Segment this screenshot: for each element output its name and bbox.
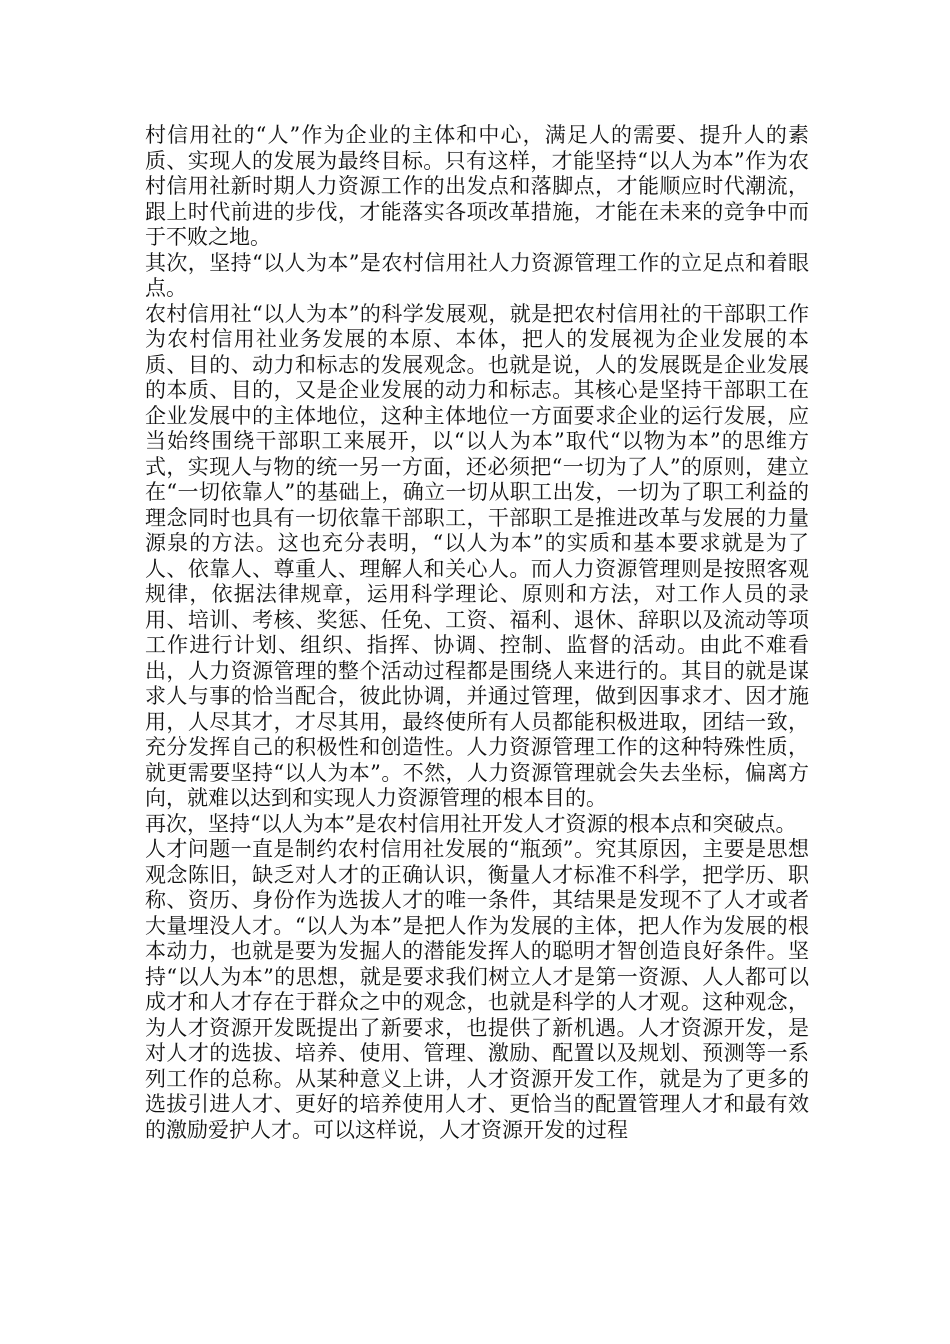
paragraph-second-point: 其次，坚持“以人为本”是农村信用社人力资源管理工作的立足点和着眼点。 bbox=[145, 250, 809, 300]
paragraph-continuation: 村信用社的“人”作为企业的主体和中心，满足人的需要、提升人的素质、实现人的发展为最终目标。只有这样，才能坚持“以人为本”作为农村信用社新时期人力资源工作的出发点和落脚点，才能顺应时代潮流，跟上时代前进的步伐，才能落实各项改革措施，才能在未来的竞争中而于不败之地。 bbox=[145, 123, 809, 249]
paragraph-hr-management: 农村信用社“以人为本”的科学发展观，就是把农村信用社的干部职工作为农村信用社业务发展的本原、本体，把人的发展视为企业发展的本质、目的、动力和标志的发展观念。也就是说，人的发展既是企业发展的本质、目的，又是企业发展的动力和标志。其核心是坚持干部职工在企业发展中的主体地位，这种主体地位一方面要求企业的运行发展，应当始终围绕干部职工来展开，以“以人为本”取代“以物为本”的思维方式，实现人与物的统一另一方面，还必须把“一切为了人”的原则，建立在“一切依靠人”的基础上，确立一切从职工出发，一切为了职工利益的理念同时也具有一切依靠干部职工，干部职工是推进改革与发展的力量源泉的方法。这也充分表明，“以人为本”的实质和基本要求就是为了人、依靠人、尊重人、理解人和关心人。而人力资源管理则是按照客观规律，依据法律规章，运用科学理论、原则和方法，对工作人员的录用、培训、考核、奖惩、任免、工资、福利、退休、辞职以及流动等项工作进行计划、组织、指挥、协调、控制、监督的活动。由此不难看出，人力资源管理的整个活动过程都是围绕人来进行的。其目的就是谋求人与事的恰当配合，彼此协调，并通过管理，做到因事求才、因才施用，人尽其才，才尽其用，最终使所有人员都能积极进取，团结一致，充分发挥自己的积极性和创造性。人力资源管理工作的这种特殊性质，就更需要坚持“以人为本”。不然，人力资源管理就会失去坐标，偏离方向，就难以达到和实现人力资源管理的根本目的。 bbox=[145, 301, 809, 810]
document-body bbox=[145, 123, 809, 1143]
paragraph-third-point: 再次，坚持“以人为本”是农村信用社开发人才资源的根本点和突破点。 bbox=[145, 811, 797, 836]
paragraph-talent-development: 人才问题一直是制约农村信用社发展的“瓶颈”。究其原因，主要是思想观念陈旧，缺乏对人才的正确认识，衡量人才标准不科学，把学历、职称、资历、身份作为选拔人才的唯一条件，其结果是发现不了人才或者大量埋没人才。“以人为本”是把人作为发展的主体，把人作为发展的根本动力，也就是要为发掘人的潜能发挥人的聪明才智创造良好条件。坚持“以人为本”的思想，就是要求我们树立人才是第一资源、人人都可以成才和人才存在于群众之中的观念，也就是科学的人才观。这种观念，为人才资源开发既提出了新要求，也提供了新机遇。人才资源开发，是对人才的选拔、培养、使用、管理、激励、配置以及规划、预测等一系列工作的总称。从某种意义上讲，人才资源开发工作，就是为了更多的选拔引进人才、更好的培养使用人才、更恰当的配置管理人才和最有效的激励爱护人才。可以这样说，人才资源开发的过程 bbox=[145, 837, 809, 1142]
